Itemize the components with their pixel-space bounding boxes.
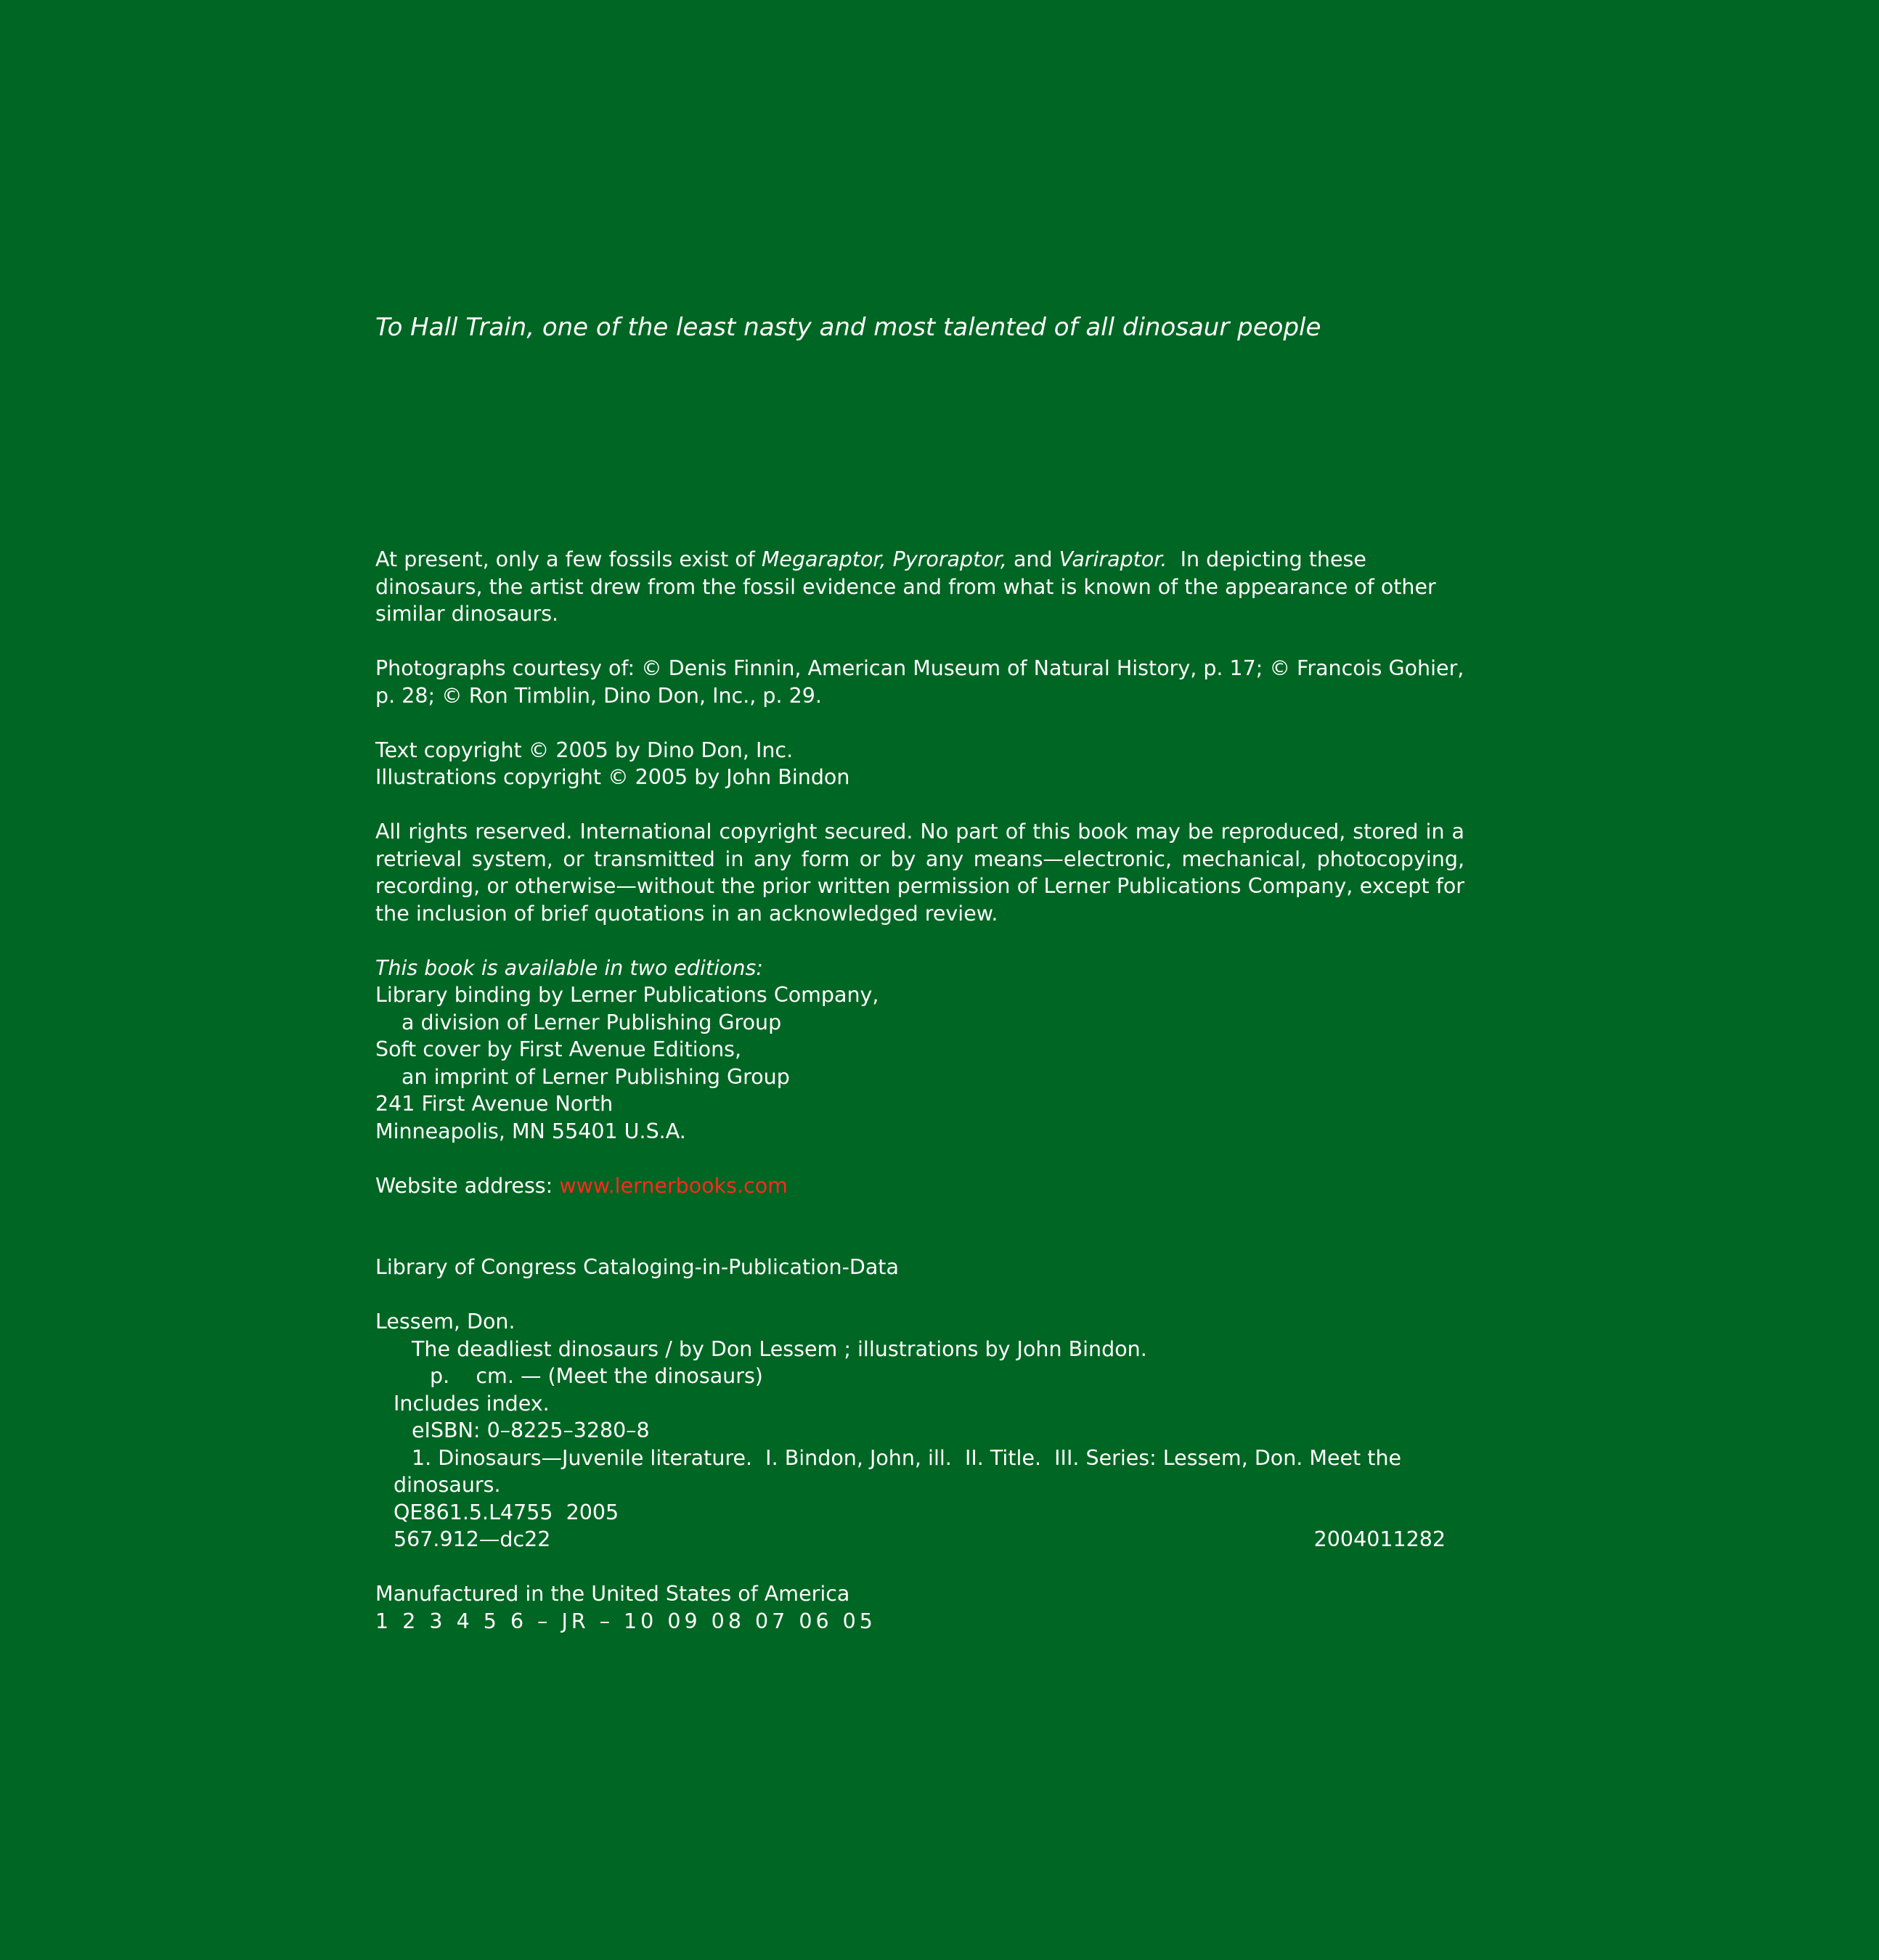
text-copyright: Text copyright © 2005 by Dino Don, Inc. xyxy=(375,738,794,762)
cip-author: Lessem, Don. xyxy=(375,1310,515,1334)
cip-subjects: 1. Dinosaurs—Juvenile literature. I. Bindon, John, ill. II. Title. III. Series: Lessem, Don. Meet the xyxy=(412,1445,1402,1470)
copyright-block xyxy=(375,546,1464,1635)
edition-line: Library binding by Lerner Publications Company, xyxy=(375,983,879,1007)
cip-title: The deadliest dinosaurs / by Don Lessem ; illustrations by John Bindon. xyxy=(412,1336,1147,1361)
artist-note xyxy=(375,546,1464,628)
artist-note-species-1: Megaraptor, Pyroraptor, xyxy=(761,547,1007,571)
printing-line: 1 2 3 4 5 6 – JR – 10 09 08 07 06 05 xyxy=(375,1609,876,1633)
photo-credits: Photographs courtesy of: © Denis Finnin, American Museum of Natural History, p. 17; © Francois Gohier, p. 28; © Ron Timblin, Dino Don, Inc., p. 29. xyxy=(375,656,1464,708)
cip-physical: p. cm. — (Meet the dinosaurs) xyxy=(430,1364,763,1388)
manufactured: Manufactured in the United States of America xyxy=(375,1582,850,1606)
artist-note-species-2: Variraptor. xyxy=(1059,547,1167,571)
edition-line: a division of Lerner Publishing Group xyxy=(402,1010,782,1034)
cip-heading: Library of Congress Cataloging-in-Publication-Data xyxy=(375,1255,899,1279)
artist-note-and: and xyxy=(1006,547,1059,571)
cip-lccn: 2004011282 xyxy=(1313,1527,1446,1551)
cip-subjects-cont: dinosaurs. xyxy=(394,1473,501,1497)
editions-heading: This book is available in two editions: xyxy=(375,955,763,980)
website-line xyxy=(375,1172,1464,1200)
cip-dewey: 567.912—dc22 xyxy=(394,1527,551,1551)
publisher-address: 241 First Avenue North xyxy=(375,1092,614,1116)
edition-line: Soft cover by First Avenue Editions, xyxy=(375,1037,742,1061)
cip-dewey-row xyxy=(375,1526,1464,1553)
cip-isbn: eISBN: 0–8225–3280–8 xyxy=(412,1418,650,1442)
edition-line: an imprint of Lerner Publishing Group xyxy=(402,1064,790,1089)
website-link[interactable]: www.lernerbooks.com xyxy=(559,1173,788,1198)
artist-note-text-1: At present, only a few fossils exist of xyxy=(375,547,762,571)
cip-index: Includes index. xyxy=(394,1391,550,1416)
website-label: Website address: xyxy=(375,1173,560,1198)
cip-lc-class: QE861.5.L4755 2005 xyxy=(394,1500,619,1524)
publisher-city: Minneapolis, MN 55401 U.S.A. xyxy=(375,1119,686,1143)
rights-statement: All rights reserved. International copyright secured. No part of this book may be reproduced, stored in a retrieval system, or transmitted in any form or by any means—electronic, mechanical, photocopying, recording, or otherwise—without the prior written permission of Lerner Publications Company, except for the inclusion of brief quotations in an acknowledged review. xyxy=(375,820,1464,926)
dedication: To Hall Train, one of the least nasty and most talented of all dinosaur people xyxy=(375,313,1321,342)
artist-note-text-2: In depicting these dinosaurs, the artist drew from the fossil evidence and from what is known of the appearance of other similar dinosaurs. xyxy=(375,547,1443,626)
illustrations-copyright: Illustrations copyright © 2005 by John Bindon xyxy=(375,765,850,789)
